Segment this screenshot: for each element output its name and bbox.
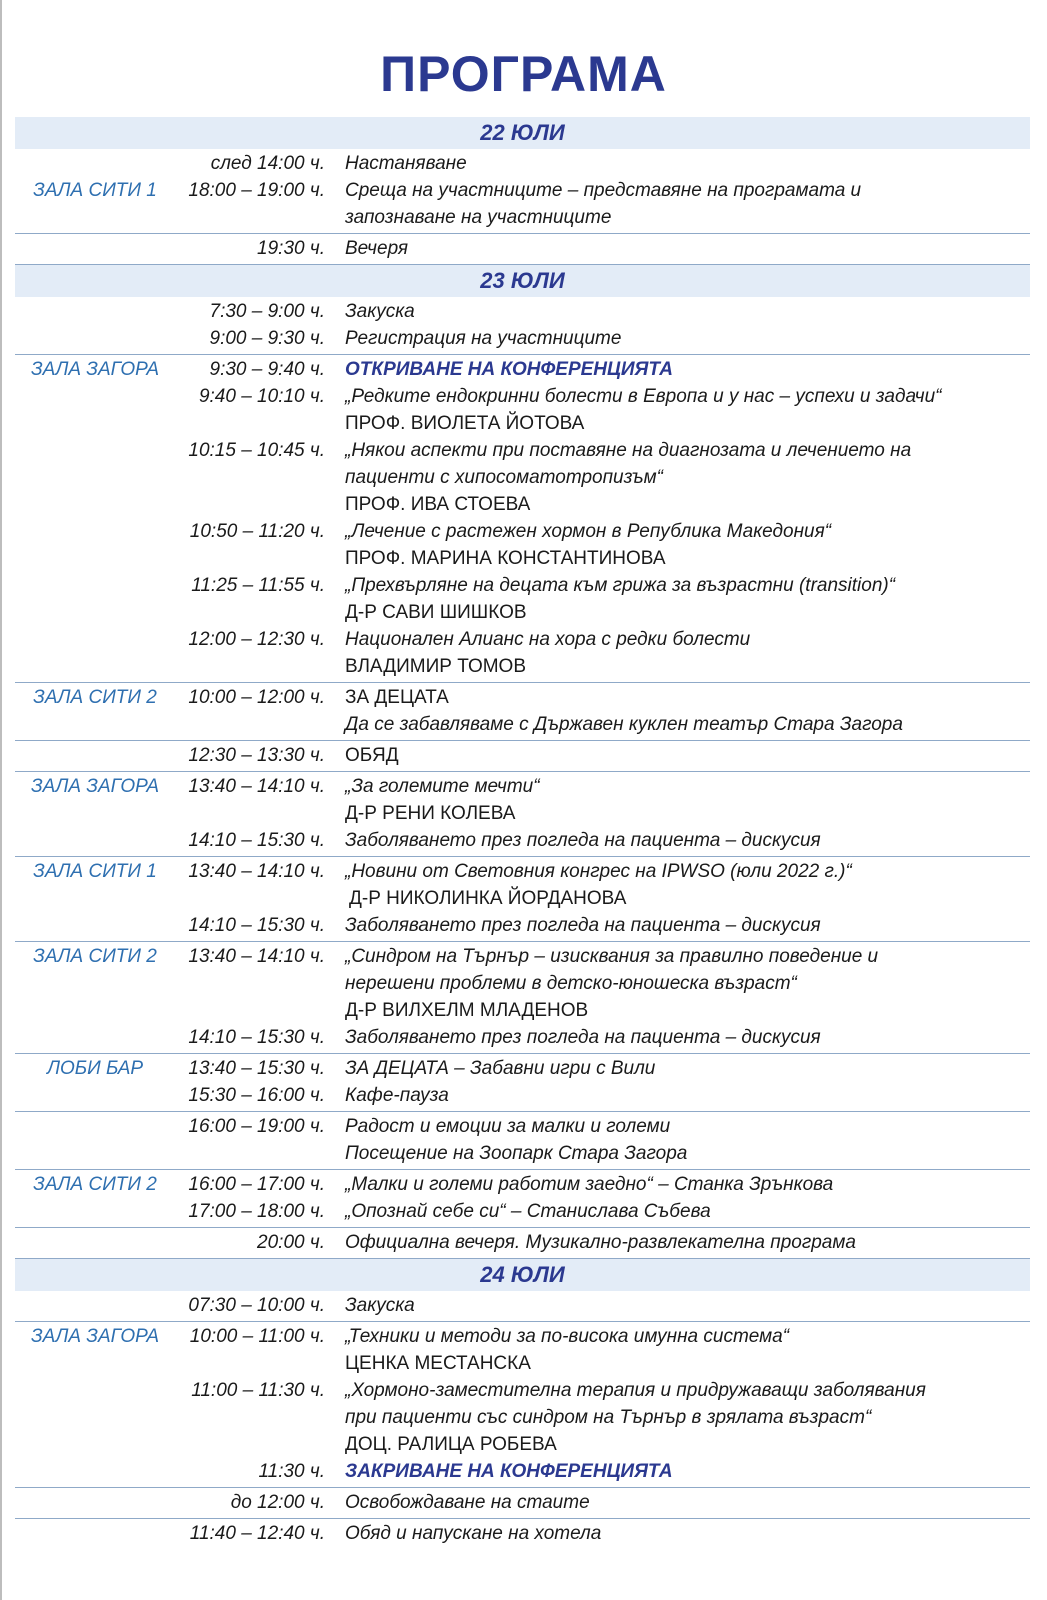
- event-text: Заболяването през погледа на пациента – дискусия: [345, 1027, 821, 1048]
- time-slot: 10:50 – 11:20 ч.: [189, 521, 325, 542]
- time-slot: 19:30 ч.: [257, 238, 325, 259]
- schedule-row: [15, 1292, 1030, 1319]
- session-block: [15, 1054, 1030, 1112]
- event-text: Кафе-пауза: [345, 1085, 449, 1106]
- event-text: Регистрация на участниците: [345, 328, 622, 349]
- hall-label: [15, 518, 175, 572]
- schedule-row: [15, 912, 1030, 939]
- time-slot: 13:40 – 15:30 ч.: [188, 1058, 325, 1079]
- schedule-table: [15, 117, 1030, 1549]
- time-slot: 10:00 – 12:00 ч.: [188, 687, 325, 708]
- hall-label: [15, 150, 175, 177]
- session-block: [15, 1291, 1030, 1322]
- speaker-name: ПРОФ. ВИОЛЕТА ЙОТОВА: [345, 413, 585, 434]
- event-description: [345, 858, 1030, 912]
- schedule-row: [15, 1520, 1030, 1547]
- session-block: [15, 1228, 1030, 1259]
- schedule-row: [15, 437, 1030, 518]
- event-description: [345, 1489, 1030, 1516]
- hall-label: ЗАЛА СИТИ 1: [33, 180, 157, 201]
- schedule-row: [15, 943, 1030, 1024]
- event-description: [345, 1082, 1030, 1109]
- time-slot: 20:00 ч.: [257, 1232, 325, 1253]
- time-slot: 9:30 – 9:40 ч.: [209, 359, 325, 380]
- event-text: пациенти с хипосоматотропизъм“: [345, 467, 663, 488]
- hall-label: [15, 298, 175, 325]
- time-slot: до 12:00 ч.: [230, 1492, 325, 1513]
- schedule-row: [15, 235, 1030, 262]
- event-description: [345, 150, 1030, 177]
- time-slot: 14:10 – 15:30 ч.: [188, 915, 325, 936]
- schedule-row: [15, 1377, 1030, 1458]
- hall-label: ЗАЛА СИТИ 2: [33, 946, 157, 967]
- time-slot: 14:10 – 15:30 ч.: [188, 830, 325, 851]
- day-header: 23 ЮЛИ: [15, 265, 1030, 297]
- event-description: [345, 742, 1030, 769]
- highlight-title: ОТКРИВАНЕ НА КОНФЕРЕНЦИЯТА: [345, 359, 673, 380]
- event-text: „Новини от Световния конгрес на IPWSO (юли 2022 г.)“: [345, 861, 852, 882]
- schedule-row: [15, 298, 1030, 325]
- event-text: „Синдром на Търнър – изисквания за правилно поведение и: [345, 946, 879, 967]
- speaker-name: ВЛАДИМИР ТОМОВ: [345, 656, 527, 677]
- hall-label: [15, 1198, 175, 1225]
- hall-label: [15, 1229, 175, 1256]
- session-block: [15, 1488, 1030, 1519]
- hall-label: [15, 1458, 175, 1485]
- event-description: [345, 518, 1030, 572]
- speaker-name: Д-Р НИКОЛИНКА ЙОРДАНОВА: [349, 888, 627, 909]
- schedule-row: [15, 684, 1030, 738]
- hall-label: ЛОБИ БАР: [46, 1058, 144, 1079]
- day-header: 22 ЮЛИ: [15, 117, 1030, 149]
- event-text: „Прехвърляне на децата към грижа за възрастни (transition)“: [345, 575, 896, 596]
- event-description: [345, 943, 1030, 1024]
- time-slot: 11:40 – 12:40 ч.: [189, 1523, 325, 1544]
- hall-label: [15, 1082, 175, 1109]
- session-block: [15, 1519, 1030, 1549]
- event-text: Освобождаване на стаите: [345, 1492, 590, 1513]
- schedule-row: [15, 773, 1030, 827]
- event-text: Заболяването през погледа на пациента – дискусия: [345, 830, 821, 851]
- speaker-name: Д-Р РЕНИ КОЛЕВА: [345, 803, 516, 824]
- event-description: [345, 383, 1030, 437]
- event-text: Среща на участниците – представяне на програмата и: [345, 180, 862, 201]
- event-text: „Малки и големи работим заедно“ – Станка Зрънкова: [345, 1174, 834, 1195]
- event-text: Обяд и напускане на хотела: [345, 1523, 602, 1544]
- hall-label: [15, 1113, 175, 1167]
- event-description: [345, 912, 1030, 939]
- schedule-row: [15, 742, 1030, 769]
- schedule-row: [15, 518, 1030, 572]
- schedule-row: [15, 356, 1030, 383]
- schedule-row: [15, 1489, 1030, 1516]
- time-slot: 16:00 – 19:00 ч.: [188, 1116, 325, 1137]
- event-description: [345, 827, 1030, 854]
- schedule-row: [15, 1055, 1030, 1082]
- event-description: [345, 356, 1030, 383]
- schedule-row: [15, 1323, 1030, 1377]
- hall-label: ЗАЛА СИТИ 1: [33, 861, 157, 882]
- schedule-row: [15, 626, 1030, 680]
- event-text: запознаване на участниците: [345, 207, 612, 228]
- hall-label: ЗАЛА ЗАГОРА: [31, 1326, 159, 1347]
- page-edge-rule: [0, 0, 2, 1600]
- time-slot: 13:40 – 14:10 ч.: [188, 946, 325, 967]
- event-text: „Техники и методи за по-висока имунна система“: [345, 1326, 790, 1347]
- session-block: [15, 741, 1030, 772]
- speaker-name: ПРОФ. ИВА СТОЕВА: [345, 494, 531, 515]
- speaker-name: Д-Р ВИЛХЕЛМ МЛАДЕНОВ: [345, 1000, 589, 1021]
- event-description: [345, 1024, 1030, 1051]
- event-text: „Някои аспекти при поставяне на диагнозата и лечението на: [345, 440, 912, 461]
- hall-label: [15, 912, 175, 939]
- hall-label: [15, 626, 175, 680]
- schedule-row: [15, 1198, 1030, 1225]
- hall-label: [15, 383, 175, 437]
- event-text: Настаняване: [345, 153, 467, 174]
- schedule-row: [15, 383, 1030, 437]
- time-slot: 10:15 – 10:45 ч.: [188, 440, 325, 461]
- schedule-row: [15, 150, 1030, 177]
- day-section: [15, 1259, 1030, 1549]
- hall-label: [15, 437, 175, 518]
- event-description: [345, 437, 1030, 518]
- event-text: Официална вечеря. Музикално-развлекателна програма: [345, 1232, 856, 1253]
- time-slot: 11:25 – 11:55 ч.: [191, 575, 325, 596]
- event-text: „Хормоно-заместителна терапия и придружаващи заболявания: [345, 1380, 926, 1401]
- hall-label: [15, 1292, 175, 1319]
- event-text: ЗА ДЕЦАТА – Забавни игри с Вили: [345, 1058, 656, 1079]
- time-slot: 10:00 – 11:00 ч.: [189, 1326, 325, 1347]
- session-block: [15, 857, 1030, 942]
- time-slot: 12:30 – 13:30 ч.: [188, 745, 325, 766]
- time-slot: 9:40 – 10:10 ч.: [198, 386, 325, 407]
- session-block: [15, 355, 1030, 683]
- event-text: при пациенти със синдром на Търнър в зрялата възраст“: [345, 1407, 872, 1428]
- time-slot: 15:30 – 16:00 ч.: [188, 1085, 325, 1106]
- session-block: [15, 1112, 1030, 1170]
- session-block: [15, 234, 1030, 265]
- time-slot: 17:00 – 18:00 ч.: [188, 1201, 325, 1222]
- highlight-title: ЗАКРИВАНЕ НА КОНФЕРЕНЦИЯТА: [345, 1461, 673, 1482]
- speaker-name: ПРОФ. МАРИНА КОНСТАНТИНОВА: [345, 548, 666, 569]
- speaker-name: ЗА ДЕЦАТА: [345, 687, 449, 708]
- event-text: „За големите мечти“: [345, 776, 540, 797]
- time-slot: 7:30 – 9:00 ч.: [209, 301, 325, 322]
- session-block: [15, 149, 1030, 234]
- hall-label: ЗАЛА ЗАГОРА: [31, 776, 159, 797]
- hall-label: [15, 572, 175, 626]
- session-block: [15, 942, 1030, 1054]
- event-description: [345, 773, 1030, 827]
- session-block: [15, 683, 1030, 741]
- hall-label: ЗАЛА СИТИ 2: [33, 687, 157, 708]
- session-block: [15, 297, 1030, 355]
- event-description: [345, 572, 1030, 626]
- session-block: [15, 772, 1030, 857]
- day-header: 24 ЮЛИ: [15, 1259, 1030, 1291]
- event-text: нерешени проблеми в детско-юношеска възраст“: [345, 973, 797, 994]
- hall-label: [15, 1520, 175, 1547]
- schedule-row: [15, 1229, 1030, 1256]
- hall-label: [15, 325, 175, 352]
- time-slot: 18:00 – 19:00 ч.: [188, 180, 325, 201]
- event-text: Закуска: [345, 301, 415, 322]
- event-description: [345, 177, 1030, 231]
- event-description: [345, 1171, 1030, 1198]
- event-description: [345, 1113, 1030, 1167]
- schedule-row: [15, 827, 1030, 854]
- event-description: [345, 1292, 1030, 1319]
- schedule-row: [15, 325, 1030, 352]
- event-text: Радост и емоции за малки и големи: [345, 1116, 671, 1137]
- event-description: [345, 1520, 1030, 1547]
- event-text: „Редките ендокринни болести в Европа и у нас – успехи и задачи“: [345, 386, 942, 407]
- event-text: Вечеря: [345, 238, 409, 259]
- session-block: [15, 1170, 1030, 1228]
- time-slot: 14:10 – 15:30 ч.: [188, 1027, 325, 1048]
- hall-label: ЗАЛА СИТИ 2: [33, 1174, 157, 1195]
- day-section: [15, 265, 1030, 1259]
- time-slot: 11:00 – 11:30 ч.: [191, 1380, 325, 1401]
- page-title: ПРОГРАМА: [380, 46, 667, 102]
- hall-label: [15, 235, 175, 262]
- event-text: Закуска: [345, 1295, 415, 1316]
- event-description: [345, 1055, 1030, 1082]
- hall-label: [15, 1024, 175, 1051]
- hall-label: [15, 1489, 175, 1516]
- schedule-row: [15, 177, 1030, 231]
- time-slot: 9:00 – 9:30 ч.: [209, 328, 325, 349]
- hall-label: [15, 742, 175, 769]
- event-description: [345, 684, 1030, 738]
- event-description: [345, 325, 1030, 352]
- schedule-row: [15, 1113, 1030, 1167]
- hall-label: [15, 1377, 175, 1458]
- event-description: [345, 1198, 1030, 1225]
- event-text: „Лечение с растежен хормон в Република Македония“: [345, 521, 832, 542]
- time-slot: 13:40 – 14:10 ч.: [188, 861, 325, 882]
- schedule-row: [15, 1171, 1030, 1198]
- event-description: [345, 1377, 1030, 1458]
- speaker-name: Д-Р САВИ ШИШКОВ: [345, 602, 527, 623]
- event-description: [345, 626, 1030, 680]
- schedule-row: [15, 1024, 1030, 1051]
- event-text: Посещение на Зоопарк Стара Загора: [345, 1143, 688, 1164]
- time-slot: 13:40 – 14:10 ч.: [188, 776, 325, 797]
- time-slot: 07:30 – 10:00 ч.: [188, 1295, 325, 1316]
- hall-label: [15, 827, 175, 854]
- event-description: [345, 298, 1030, 325]
- time-slot: 12:00 – 12:30 ч.: [188, 629, 325, 650]
- schedule-row: [15, 1458, 1030, 1485]
- schedule-row: [15, 858, 1030, 912]
- time-slot: 16:00 – 17:00 ч.: [188, 1174, 325, 1195]
- event-text: Заболяването през погледа на пациента – дискусия: [345, 915, 821, 936]
- schedule-row: [15, 1082, 1030, 1109]
- speaker-name: ДОЦ. РАЛИЦА РОБЕВА: [345, 1434, 557, 1455]
- time-slot: след 14:00 ч.: [210, 153, 325, 174]
- time-slot: 11:30 ч.: [258, 1461, 325, 1482]
- event-text: Национален Алианс на хора с редки болести: [345, 629, 751, 650]
- day-section: [15, 117, 1030, 265]
- event-description: [345, 235, 1030, 262]
- event-text: „Опознай себе си“ – Станислава Събева: [345, 1201, 711, 1222]
- event-text: Да се забавляваме с Държавен куклен театър Стара Загора: [345, 714, 903, 735]
- event-description: [345, 1323, 1030, 1377]
- speaker-name: ОБЯД: [345, 745, 399, 766]
- event-description: [345, 1458, 1030, 1485]
- event-description: [345, 1229, 1030, 1256]
- schedule-row: [15, 572, 1030, 626]
- speaker-name: ЦЕНКА МЕСТАНСКА: [345, 1353, 531, 1374]
- hall-label: ЗАЛА ЗАГОРА: [31, 359, 159, 380]
- session-block: [15, 1322, 1030, 1488]
